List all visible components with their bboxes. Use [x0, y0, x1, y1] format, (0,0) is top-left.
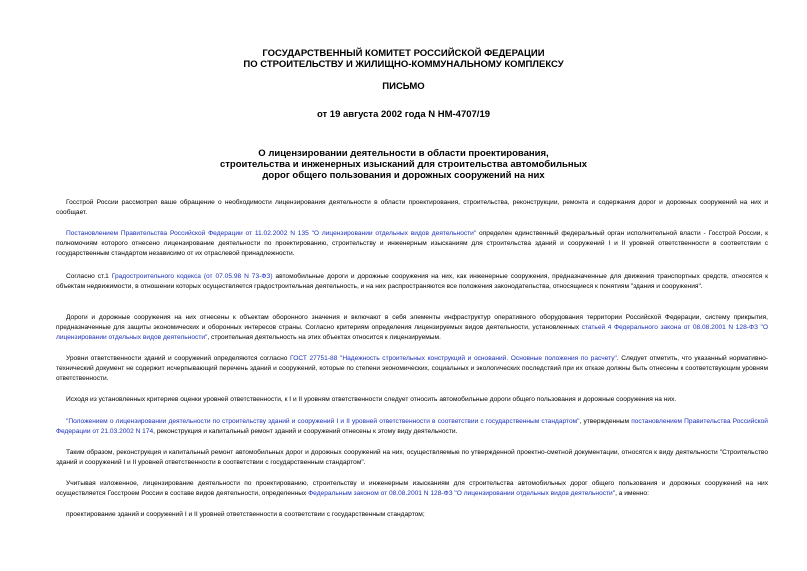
paragraph-1-text: Госстрой России рассмотрел ваше обращение о необходимости лицензирования деятельности в области проектирования, строительства, реконструкции, ремонта и содержания дорог и дорожных сооружений на них и сообщает. [56, 199, 768, 217]
paragraph-8 [56, 448, 768, 468]
paragraph-5-text-a: Уровни ответственности зданий и сооружений определяются согласно [66, 355, 291, 362]
paragraph-7-text-b: , реконструкция и капитальный ремонт зданий и сооружений отнесены к этому виду деятельности. [153, 428, 458, 436]
paragraph-4-text-b: , строительная деятельность на этих объектах относится к лицензируемым. [207, 334, 441, 342]
link-government-decree-174[interactable]: постановлением Правительства Российской Федерации от 21.03.2002 N 174 [56, 418, 768, 436]
document-type: ПИСЬМО [382, 81, 425, 92]
document-title-line2: строительства и инженерных изысканий для строительства автомобильных [219, 159, 587, 170]
paragraph-2-text: определен единственный федеральный орган исполнительной власти - Госстрой России, к полномочиям которого отнесено лицензирование деятельности по проектированию, строительству и инженерным изысканиям для строительства зданий и сооружений I и II уровней ответственности в соответствии с государственным стандартом независимо от их отраслевой принадлежности. [56, 230, 768, 258]
link-federal-law-128-article-4[interactable]: статьей 4 Федерального закона от 08.08.2001 N 128-ФЗ "О лицензировании отдельных видов деятельности" [56, 324, 768, 342]
paragraph-9 [56, 479, 768, 499]
org-name-line1: ГОСУДАРСТВЕННЫЙ КОМИТЕТ РОССИЙСКОЙ ФЕДЕРАЦИИ [262, 48, 545, 59]
paragraph-9-text-a: Учитывая изложенное, лицензирование деятельности по проектированию, строительству и инженерным изысканиям для строительства автомобильных дорог общего пользования и дорожных сооружений на них осуществляется Госстроем России в составе видов деятельности, определенных [56, 480, 768, 498]
link-government-decree-135[interactable]: Постановлением Правительства Российской Федерации от 11.02.2002 N 135 "О лицензировании отдельных видов деятельности" [66, 230, 477, 237]
document-title-line3: дорог общего пользования и дорожных сооружений на них [262, 170, 545, 181]
link-urban-planning-code[interactable]: Градостроительного кодекса (от 07.05.98 N 73-ФЗ) [111, 273, 273, 280]
paragraph-5 [56, 354, 768, 385]
paragraph-10 [56, 510, 768, 520]
link-licensing-regulation[interactable]: "Положением о лицензировании деятельности по строительству зданий и сооружений I и II уровней ответственности в соответствии с государственным стандартом" [66, 418, 580, 425]
org-name-line2: ПО СТРОИТЕЛЬСТВУ И ЖИЛИЩНО-КОММУНАЛЬНОМУ КОМПЛЕКСУ [243, 59, 564, 70]
document-date-number: от 19 августа 2002 года N НМ-4707/19 [316, 109, 491, 120]
paragraph-3-text-b: автомобильные дороги и дорожные сооружения на них, как инженерные сооружения, предназначенные для движения транспортных средств, относятся к объектам недвижимости, в отношении которых осуществляется градостроительная деятельность, и на них распространяются все положения законодательства, относящиеся к понятиям "здания и сооружения". [56, 273, 768, 291]
document-title-line1: О лицензировании деятельности в области проектирования, [258, 148, 549, 159]
paragraph-8-text: Таким образом, реконструкция и капитальный ремонт автомобильных дорог и дорожных сооружений на них, осуществляемые по утвержденной проектно-сметной документации, относятся к виду деятельности "Строительство зданий и сооружений I и II уровней ответственности в соответствии с государственным стандартом". [56, 449, 768, 467]
paragraph-10-text: проектирование зданий и сооружений I и II уровней ответственности в соответствии с государственным стандартом; [66, 511, 425, 518]
paragraph-4-text-a: Дороги и дорожные сооружения на них отнесены к объектам оборонного значения и включают в себя элементы инфраструктур оперативного оборудования территории Российской Федерации, систему прикрытия, предназначенные для защиты экономических и оборонных интересов страны. Согласно критериям определения лицензируемых видов деятельности, установленных [56, 314, 768, 332]
paragraph-1 [56, 198, 768, 218]
paragraph-5-text-b: . Следует отметить, что указанный нормативно-технический документ не содержит исчерпывающий перечень зданий и сооружений, которые по степени экономических, социальных и экологических последствий при их отказе должны быть отнесены к соответствующим уровням ответственности. [56, 355, 768, 383]
paragraph-2 [56, 229, 768, 260]
paragraph-7 [56, 417, 768, 437]
paragraph-6 [56, 395, 768, 405]
paragraph-9-text-b: , а именно: [615, 490, 649, 498]
paragraph-3 [56, 272, 768, 292]
link-gost-27751-88[interactable]: ГОСТ 27751-88 "Надежность строительных конструкций и оснований. Основные положения по расчету" [290, 355, 617, 362]
paragraph-4 [56, 313, 768, 344]
paragraph-6-text: Исходя из установленных критериев оценки уровней ответственности, к I и II уровням ответственности следует относить автомобильные дороги общего пользования и дорожные сооружения на них. [66, 396, 677, 403]
link-federal-law-128[interactable]: Федеральным законом от 08.08.2001 N 128-ФЗ "О лицензировании отдельных видов деятельности" [308, 490, 616, 498]
paragraph-7-text-a: , утвержденным [579, 418, 632, 425]
paragraph-3-text-a: Согласно ст.1 [66, 273, 112, 280]
